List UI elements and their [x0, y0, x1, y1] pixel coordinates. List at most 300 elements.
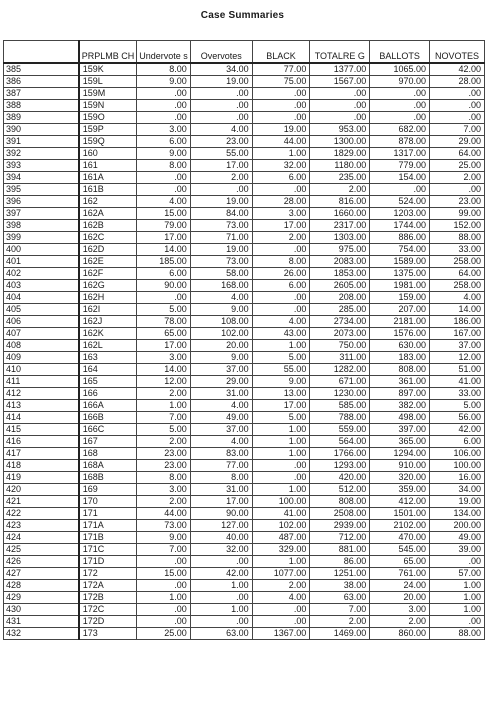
row-number: 405	[4, 304, 79, 316]
row-number: 419	[4, 472, 79, 484]
black-cell: 1.00	[252, 340, 310, 352]
table-row	[4, 112, 485, 124]
novotes-cell: 57.00	[430, 568, 485, 580]
novotes-cell: 1.00	[430, 580, 485, 592]
undervotes-cell: 2.00	[137, 436, 191, 448]
table-row	[4, 352, 485, 364]
undervotes-cell: 2.00	[137, 496, 191, 508]
table-row	[4, 304, 485, 316]
novotes-cell: 16.00	[430, 472, 485, 484]
novotes-cell: 186.00	[430, 316, 485, 328]
table-body	[4, 63, 485, 640]
black-cell: .00	[252, 100, 310, 112]
totalreg-cell: 38.00	[310, 580, 370, 592]
precinct-cell: 162C	[79, 232, 137, 244]
black-cell: .00	[252, 244, 310, 256]
totalreg-cell: 1766.00	[310, 448, 370, 460]
totalreg-cell: 2734.00	[310, 316, 370, 328]
overvotes-cell: 4.00	[190, 292, 252, 304]
undervotes-cell: 14.00	[137, 244, 191, 256]
undervotes-cell: 79.00	[137, 220, 191, 232]
row-number: 385	[4, 63, 79, 76]
precinct-cell: 172C	[79, 604, 137, 616]
novotes-cell: .00	[430, 184, 485, 196]
novotes-cell: .00	[430, 556, 485, 568]
undervotes-cell: 14.00	[137, 364, 191, 376]
ballots-cell: 412.00	[370, 496, 430, 508]
novotes-cell: 5.00	[430, 400, 485, 412]
novotes-cell: 6.00	[430, 436, 485, 448]
novotes-cell: 4.00	[430, 292, 485, 304]
precinct-cell: 168A	[79, 460, 137, 472]
totalreg-cell: 1293.00	[310, 460, 370, 472]
table-row	[4, 616, 485, 628]
undervotes-cell: .00	[137, 172, 191, 184]
table-row	[4, 184, 485, 196]
black-cell: 28.00	[252, 196, 310, 208]
overvotes-cell: 8.00	[190, 472, 252, 484]
overvotes-cell: 32.00	[190, 544, 252, 556]
header-black: BLACK	[252, 41, 310, 64]
overvotes-cell: 37.00	[190, 364, 252, 376]
precinct-cell: 162E	[79, 256, 137, 268]
overvotes-cell: 4.00	[190, 436, 252, 448]
ballots-cell: 20.00	[370, 592, 430, 604]
totalreg-cell: 1377.00	[310, 63, 370, 76]
black-cell: 17.00	[252, 400, 310, 412]
black-cell: .00	[252, 304, 310, 316]
ballots-cell: 3.00	[370, 604, 430, 616]
black-cell: .00	[252, 472, 310, 484]
header-novotes: NOVOTES	[430, 41, 485, 64]
precinct-cell: 161B	[79, 184, 137, 196]
totalreg-cell: 235.00	[310, 172, 370, 184]
row-number: 392	[4, 148, 79, 160]
ballots-cell: 359.00	[370, 484, 430, 496]
ballots-cell: 183.00	[370, 352, 430, 364]
ballots-cell: 207.00	[370, 304, 430, 316]
precinct-cell: 166A	[79, 400, 137, 412]
black-cell: 3.00	[252, 208, 310, 220]
ballots-cell: 65.00	[370, 556, 430, 568]
overvotes-cell: 19.00	[190, 244, 252, 256]
novotes-cell: 88.00	[430, 628, 485, 640]
novotes-cell: 64.00	[430, 268, 485, 280]
novotes-cell: 200.00	[430, 520, 485, 532]
totalreg-cell: 1300.00	[310, 136, 370, 148]
totalreg-cell: 2508.00	[310, 508, 370, 520]
novotes-cell: .00	[430, 112, 485, 124]
ballots-cell: 470.00	[370, 532, 430, 544]
overvotes-cell: 90.00	[190, 508, 252, 520]
precinct-cell: 171B	[79, 532, 137, 544]
overvotes-cell: 9.00	[190, 352, 252, 364]
totalreg-cell: 2.00	[310, 184, 370, 196]
novotes-cell: 25.00	[430, 160, 485, 172]
undervotes-cell: 9.00	[137, 148, 191, 160]
ballots-cell: 361.00	[370, 376, 430, 388]
novotes-cell: .00	[430, 100, 485, 112]
totalreg-cell: 881.00	[310, 544, 370, 556]
novotes-cell: 37.00	[430, 340, 485, 352]
totalreg-cell: .00	[310, 112, 370, 124]
ballots-cell: 382.00	[370, 400, 430, 412]
row-number: 412	[4, 388, 79, 400]
totalreg-cell: 788.00	[310, 412, 370, 424]
row-number: 427	[4, 568, 79, 580]
black-cell: 1.00	[252, 556, 310, 568]
precinct-cell: 162J	[79, 316, 137, 328]
novotes-cell: .00	[430, 616, 485, 628]
row-number: 423	[4, 520, 79, 532]
row-number: 389	[4, 112, 79, 124]
row-number: 414	[4, 412, 79, 424]
table-row	[4, 520, 485, 532]
row-number: 395	[4, 184, 79, 196]
row-number: 409	[4, 352, 79, 364]
precinct-cell: 171A	[79, 520, 137, 532]
row-number: 420	[4, 484, 79, 496]
row-number: 430	[4, 604, 79, 616]
overvotes-cell: 1.00	[190, 580, 252, 592]
precinct-cell: 172	[79, 568, 137, 580]
precinct-cell: 159N	[79, 100, 137, 112]
totalreg-cell: 585.00	[310, 400, 370, 412]
row-number: 415	[4, 424, 79, 436]
precinct-cell: 159Q	[79, 136, 137, 148]
ballots-cell: .00	[370, 184, 430, 196]
ballots-cell: 1501.00	[370, 508, 430, 520]
overvotes-cell: 29.00	[190, 376, 252, 388]
totalreg-cell: 1303.00	[310, 232, 370, 244]
black-cell: 1.00	[252, 424, 310, 436]
totalreg-cell: 1829.00	[310, 148, 370, 160]
precinct-cell: 166B	[79, 412, 137, 424]
precinct-cell: 168B	[79, 472, 137, 484]
precinct-cell: 166	[79, 388, 137, 400]
overvotes-cell: 63.00	[190, 628, 252, 640]
precinct-cell: 172B	[79, 592, 137, 604]
header-precinct: PRPLMB CH	[79, 41, 137, 64]
undervotes-cell: 7.00	[137, 412, 191, 424]
undervotes-cell: 1.00	[137, 592, 191, 604]
row-number: 393	[4, 160, 79, 172]
table-row	[4, 256, 485, 268]
row-number: 418	[4, 460, 79, 472]
black-cell: 17.00	[252, 220, 310, 232]
undervotes-cell: .00	[137, 580, 191, 592]
novotes-cell: 64.00	[430, 148, 485, 160]
ballots-cell: 2102.00	[370, 520, 430, 532]
undervotes-cell: 78.00	[137, 316, 191, 328]
table-row	[4, 400, 485, 412]
novotes-cell: 2.00	[430, 172, 485, 184]
header-ballots: BALLOTS	[370, 41, 430, 64]
undervotes-cell: .00	[137, 556, 191, 568]
precinct-cell: 171D	[79, 556, 137, 568]
table-row	[4, 580, 485, 592]
black-cell: 2.00	[252, 580, 310, 592]
novotes-cell: 41.00	[430, 376, 485, 388]
case-summaries-table	[3, 40, 485, 640]
undervotes-cell: 23.00	[137, 460, 191, 472]
ballots-cell: 365.00	[370, 436, 430, 448]
row-number: 391	[4, 136, 79, 148]
novotes-cell: 42.00	[430, 63, 485, 76]
black-cell: 102.00	[252, 520, 310, 532]
undervotes-cell: 15.00	[137, 568, 191, 580]
row-number: 390	[4, 124, 79, 136]
table-row	[4, 280, 485, 292]
undervotes-cell: 1.00	[137, 400, 191, 412]
totalreg-cell: 285.00	[310, 304, 370, 316]
undervotes-cell: 44.00	[137, 508, 191, 520]
overvotes-cell: 58.00	[190, 268, 252, 280]
row-number: 424	[4, 532, 79, 544]
ballots-cell: 910.00	[370, 460, 430, 472]
totalreg-cell: 1660.00	[310, 208, 370, 220]
table-row	[4, 472, 485, 484]
overvotes-cell: 168.00	[190, 280, 252, 292]
undervotes-cell: .00	[137, 100, 191, 112]
ballots-cell: 1576.00	[370, 328, 430, 340]
row-number: 402	[4, 268, 79, 280]
overvotes-cell: 17.00	[190, 160, 252, 172]
overvotes-cell: 19.00	[190, 76, 252, 88]
novotes-cell: 88.00	[430, 232, 485, 244]
totalreg-cell: 7.00	[310, 604, 370, 616]
precinct-cell: 162H	[79, 292, 137, 304]
novotes-cell: 33.00	[430, 388, 485, 400]
black-cell: 1.00	[252, 484, 310, 496]
row-number: 421	[4, 496, 79, 508]
row-number: 426	[4, 556, 79, 568]
table-row	[4, 592, 485, 604]
table-row	[4, 484, 485, 496]
overvotes-cell: 49.00	[190, 412, 252, 424]
black-cell: 43.00	[252, 328, 310, 340]
precinct-cell: 162F	[79, 268, 137, 280]
totalreg-cell: 559.00	[310, 424, 370, 436]
novotes-cell: 51.00	[430, 364, 485, 376]
table-row	[4, 76, 485, 88]
novotes-cell: 152.00	[430, 220, 485, 232]
header-row	[4, 41, 485, 64]
black-cell: 4.00	[252, 316, 310, 328]
row-number: 410	[4, 364, 79, 376]
table-row	[4, 340, 485, 352]
header-undervotes: Undervote s	[137, 41, 191, 64]
ballots-cell: 878.00	[370, 136, 430, 148]
novotes-cell: 33.00	[430, 244, 485, 256]
undervotes-cell: 90.00	[137, 280, 191, 292]
row-number: 425	[4, 544, 79, 556]
ballots-cell: 154.00	[370, 172, 430, 184]
precinct-cell: 166C	[79, 424, 137, 436]
black-cell: 1077.00	[252, 568, 310, 580]
overvotes-cell: 71.00	[190, 232, 252, 244]
precinct-cell: 162I	[79, 304, 137, 316]
precinct-cell: 159L	[79, 76, 137, 88]
undervotes-cell: 8.00	[137, 160, 191, 172]
precinct-cell: 163	[79, 352, 137, 364]
ballots-cell: 545.00	[370, 544, 430, 556]
black-cell: 77.00	[252, 63, 310, 76]
row-number: 386	[4, 76, 79, 88]
undervotes-cell: 5.00	[137, 424, 191, 436]
black-cell: 6.00	[252, 172, 310, 184]
totalreg-cell: 1282.00	[310, 364, 370, 376]
totalreg-cell: 975.00	[310, 244, 370, 256]
undervotes-cell: 8.00	[137, 63, 191, 76]
novotes-cell: 34.00	[430, 484, 485, 496]
black-cell: 19.00	[252, 124, 310, 136]
black-cell: 32.00	[252, 160, 310, 172]
ballots-cell: .00	[370, 88, 430, 100]
novotes-cell: 134.00	[430, 508, 485, 520]
table-row	[4, 172, 485, 184]
black-cell: 100.00	[252, 496, 310, 508]
row-number: 408	[4, 340, 79, 352]
overvotes-cell: 4.00	[190, 124, 252, 136]
novotes-cell: 14.00	[430, 304, 485, 316]
black-cell: .00	[252, 460, 310, 472]
totalreg-cell: 1251.00	[310, 568, 370, 580]
ballots-cell: .00	[370, 112, 430, 124]
row-number: 413	[4, 400, 79, 412]
totalreg-cell: 712.00	[310, 532, 370, 544]
ballots-cell: 498.00	[370, 412, 430, 424]
black-cell: .00	[252, 292, 310, 304]
overvotes-cell: .00	[190, 88, 252, 100]
row-number: 428	[4, 580, 79, 592]
header-totalreg: TOTALRE G	[310, 41, 370, 64]
table-row	[4, 136, 485, 148]
totalreg-cell: 208.00	[310, 292, 370, 304]
row-number: 407	[4, 328, 79, 340]
undervotes-cell: 3.00	[137, 352, 191, 364]
report-title: Case Summaries	[200, 10, 285, 21]
overvotes-cell: .00	[190, 112, 252, 124]
black-cell: 5.00	[252, 412, 310, 424]
precinct-cell: 171C	[79, 544, 137, 556]
undervotes-cell: 17.00	[137, 232, 191, 244]
totalreg-cell: 750.00	[310, 340, 370, 352]
overvotes-cell: .00	[190, 592, 252, 604]
row-number: 400	[4, 244, 79, 256]
totalreg-cell: 86.00	[310, 556, 370, 568]
overvotes-cell: 77.00	[190, 460, 252, 472]
totalreg-cell: 512.00	[310, 484, 370, 496]
black-cell: .00	[252, 616, 310, 628]
row-number: 432	[4, 628, 79, 640]
table-row	[4, 196, 485, 208]
row-number: 422	[4, 508, 79, 520]
novotes-cell: 7.00	[430, 124, 485, 136]
row-number: 387	[4, 88, 79, 100]
row-number: 403	[4, 280, 79, 292]
row-number: 399	[4, 232, 79, 244]
table-row	[4, 244, 485, 256]
table-row	[4, 208, 485, 220]
overvotes-cell: 127.00	[190, 520, 252, 532]
overvotes-cell: 55.00	[190, 148, 252, 160]
ballots-cell: 886.00	[370, 232, 430, 244]
overvotes-cell: .00	[190, 556, 252, 568]
undervotes-cell: 4.00	[137, 196, 191, 208]
row-number: 431	[4, 616, 79, 628]
novotes-cell: 42.00	[430, 424, 485, 436]
table-row	[4, 424, 485, 436]
overvotes-cell: 31.00	[190, 388, 252, 400]
table-row	[4, 544, 485, 556]
undervotes-cell: 3.00	[137, 484, 191, 496]
overvotes-cell: 1.00	[190, 604, 252, 616]
black-cell: 2.00	[252, 232, 310, 244]
ballots-cell: 1744.00	[370, 220, 430, 232]
black-cell: 9.00	[252, 376, 310, 388]
table-row	[4, 448, 485, 460]
undervotes-cell: .00	[137, 292, 191, 304]
black-cell: .00	[252, 184, 310, 196]
ballots-cell: 1589.00	[370, 256, 430, 268]
row-number: 429	[4, 592, 79, 604]
overvotes-cell: 2.00	[190, 172, 252, 184]
table-row	[4, 460, 485, 472]
precinct-cell: 162G	[79, 280, 137, 292]
corner-cell	[4, 41, 79, 64]
undervotes-cell: 9.00	[137, 532, 191, 544]
row-number: 398	[4, 220, 79, 232]
novotes-cell: 19.00	[430, 496, 485, 508]
ballots-cell: 24.00	[370, 580, 430, 592]
totalreg-cell: 2.00	[310, 616, 370, 628]
row-number: 394	[4, 172, 79, 184]
table-row	[4, 412, 485, 424]
undervotes-cell: .00	[137, 616, 191, 628]
ballots-cell: 1203.00	[370, 208, 430, 220]
table-row	[4, 532, 485, 544]
table-row	[4, 160, 485, 172]
ballots-cell: 779.00	[370, 160, 430, 172]
ballots-cell: .00	[370, 100, 430, 112]
black-cell: .00	[252, 88, 310, 100]
precinct-cell: 172A	[79, 580, 137, 592]
precinct-cell: 165	[79, 376, 137, 388]
table-row	[4, 508, 485, 520]
overvotes-cell: 17.00	[190, 496, 252, 508]
novotes-cell: .00	[430, 88, 485, 100]
novotes-cell: 23.00	[430, 196, 485, 208]
totalreg-cell: 1230.00	[310, 388, 370, 400]
ballots-cell: 1294.00	[370, 448, 430, 460]
undervotes-cell: 6.00	[137, 268, 191, 280]
undervotes-cell: 15.00	[137, 208, 191, 220]
black-cell: .00	[252, 604, 310, 616]
undervotes-cell: 6.00	[137, 136, 191, 148]
precinct-cell: 164	[79, 364, 137, 376]
table-row	[4, 376, 485, 388]
black-cell: 487.00	[252, 532, 310, 544]
table-row	[4, 364, 485, 376]
ballots-cell: 397.00	[370, 424, 430, 436]
totalreg-cell: .00	[310, 100, 370, 112]
novotes-cell: 258.00	[430, 280, 485, 292]
row-number: 401	[4, 256, 79, 268]
black-cell: 13.00	[252, 388, 310, 400]
table-row	[4, 316, 485, 328]
totalreg-cell: 2317.00	[310, 220, 370, 232]
